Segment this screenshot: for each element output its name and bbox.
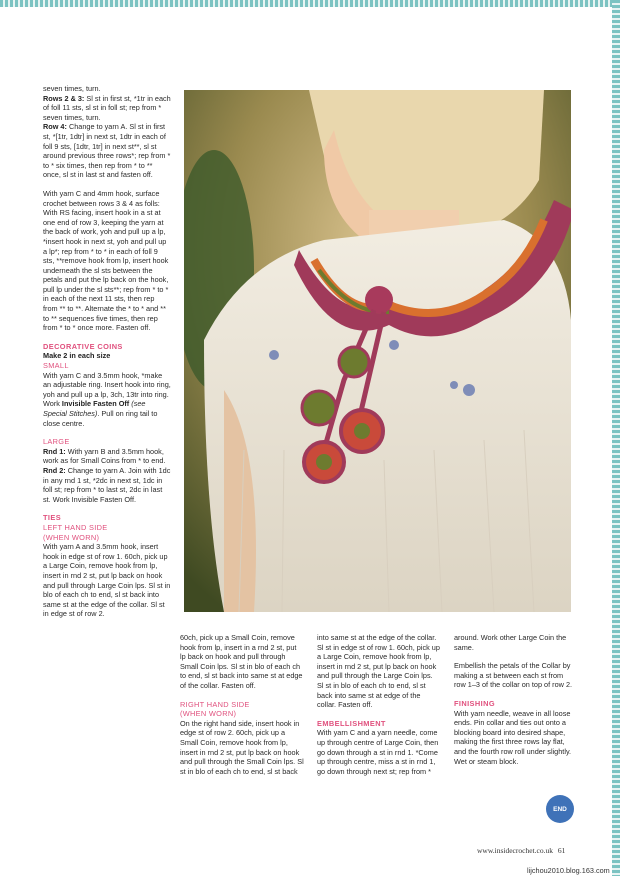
- large-rnd-2-text: Change to yarn A. Join with 1dc in any rnd 1 st, *2dc in next st, 1dc in foll st; rep from * to last st, 2dc in last st. Work Invisible Fasten Off.: [43, 465, 171, 504]
- large-subheading: LARGE: [43, 437, 70, 447]
- end-badge: END: [546, 795, 574, 823]
- website-url: www.insidecrochet.co.uk: [477, 846, 553, 855]
- right-hand-side-text: On the right hand side, insert hook in edge st of row 2. 60ch, pick up a Small Coin, remove hook from lp, insert in rnd 2 st, put lp back on hook and pull through the Small Coin lps. Sl st in blo of each ch to end, sl st back: [180, 718, 304, 776]
- left-hand-side-subheading: LEFT HAND SIDE: [43, 522, 108, 532]
- photo-child-with-crochet-collar: [184, 90, 571, 612]
- col3-text-1: into same st at the edge of the collar. Sl st in edge st of row 1. 60ch, pick up a Large Coin, remove hook from lp, insert in rnd 2 st, put lp back on hook and pull through the Large Coin lps. Sl st in blo of each ch to end, sl st back into same st at edge of the collar. Fasten off.: [317, 633, 440, 710]
- make-2-subheading: Make 2 in each size: [43, 351, 111, 361]
- when-worn-right: (WHEN WORN): [180, 709, 237, 719]
- footer: [477, 846, 565, 855]
- large-rnd-1-label: Rnd 1:: [43, 446, 66, 456]
- finishing-heading: FINISHING: [454, 698, 495, 708]
- small-coin-1: [339, 347, 369, 377]
- when-worn-left: (WHEN WORN): [43, 532, 100, 542]
- large-rnd-2-label: Rnd 2:: [43, 465, 66, 475]
- embellishment-text: With yarn C and a yarn needle, come up through centre of Large Coin, then go down through a st in rnd 1. *Come up through centre, miss a st in rnd 1, go down through next st; rep from *: [317, 728, 439, 776]
- column-1: [43, 84, 171, 619]
- row-4-text: Change to yarn A. Sl st in first st, *[1tr, 1dtr] in next st, 1dtr in each of foll 9 sts, [1dtr, 1tr] in next st**, sl st around previous three rows*; rep from * to * six times, then rep from * to ** once, sl st in last st and fasten off.: [43, 122, 171, 180]
- small-subheading: SMALL: [43, 361, 69, 371]
- col4-text-1: around. Work other Large Coin the same.: [454, 633, 567, 652]
- embellishment-heading: EMBELLISHMENT: [317, 718, 386, 728]
- col4-text-2: Embellish the petals of the Collar by making a st between each st from row 1–3 of the collar on top of row 2.: [454, 661, 573, 690]
- col2-text-1: 60ch, pick up a Small Coin, remove hook from lp, insert in a rnd 2 st, put lp back on hook and pull through Small Coin lps. Sl st in blo of each ch to end, sl st back into same st at edge of the collar. Fasten off.: [180, 633, 303, 690]
- column-3: [317, 633, 441, 776]
- decorative-coins-heading: DECORATIVE COINS: [43, 341, 123, 351]
- rows-2-3-label: Rows 2 & 3:: [43, 93, 85, 103]
- page-number: 61: [557, 846, 566, 855]
- collar-knot: [365, 286, 393, 314]
- special-stitches-ref: (see Special Stitches): [43, 399, 146, 418]
- small-coin-2: [302, 391, 336, 425]
- surface-crochet-intro: With yarn C and 4mm hook, surface crochet between rows 3 & 4 as folls:: [43, 188, 160, 208]
- blog-watermark: lijchou2010.blog.163.com: [527, 866, 610, 875]
- rows-2-3-text: Sl st in first st, *1tr in each of foll 11 sts, sl st in foll st; rep from * seven times, turn.: [43, 93, 171, 122]
- large-rnd-1-text: With yarn B and 3.5mm hook, work as for Small Coins from * to end.: [43, 446, 166, 466]
- decorative-right-border: [612, 0, 620, 876]
- decorative-top-border: [0, 0, 620, 7]
- left-hand-side-text: With yarn A and 3.5mm hook, insert hook in edge st of row 1. 60ch, pick up a Large Coin, remove hook from lp, insert in rnd 2 st, put lp back on hook and pull through Large Coin lps. Sl st in blo of each ch to end, sl st back into same st at the edge of the collar. Sl st in edge st of row 2.: [43, 542, 171, 619]
- small-coin-end: . Pull on ring tail to close centre.: [43, 409, 158, 428]
- column-4: [454, 633, 576, 766]
- finishing-text: With yarn needle, weave in all loose ends. Pin collar and ties out onto a blocking board into desired shape, making the first three rows lay flat, and the fourth row roll under slightly. Wet or steam block.: [454, 708, 572, 766]
- right-hand-side-subheading: RIGHT HAND SIDE: [180, 699, 250, 709]
- large-coin-2-center: [316, 454, 332, 470]
- photo-illustration: [184, 90, 571, 612]
- column-2: [180, 633, 304, 776]
- text-seven-times: seven times, turn.: [43, 84, 101, 93]
- surface-crochet-instructions: With RS facing, insert hook in a st at one end of row 3, keeping the yarn at the back of work, yoh and pull up a lp, *insert hook in next st, yoh and pull up a lp*; rep from * to * in each of foll 9 sts, **remove hook from lp, insert hook underneath the sl sts between the petals and put the lp back on the hook, pull lp under the sl sts**; rep from * to * in each of the next 11 sts, then rep from ** to **. Alternate the * to * and ** to ** sequences five times, then rep from * to * once more. Fasten off.: [43, 208, 169, 333]
- small-coin-text: With yarn C and 3.5mm hook, *make an adjustable ring. Insert hook into ring, yoh and pull up a lp, 3ch, 13tr into ring. Work: [43, 370, 171, 409]
- invisible-fasten-off-term: Invisible Fasten Off: [61, 399, 130, 409]
- ties-heading: TIES: [43, 513, 62, 523]
- large-coin-1-center: [354, 423, 370, 439]
- row-4-label: Row 4:: [43, 122, 67, 132]
